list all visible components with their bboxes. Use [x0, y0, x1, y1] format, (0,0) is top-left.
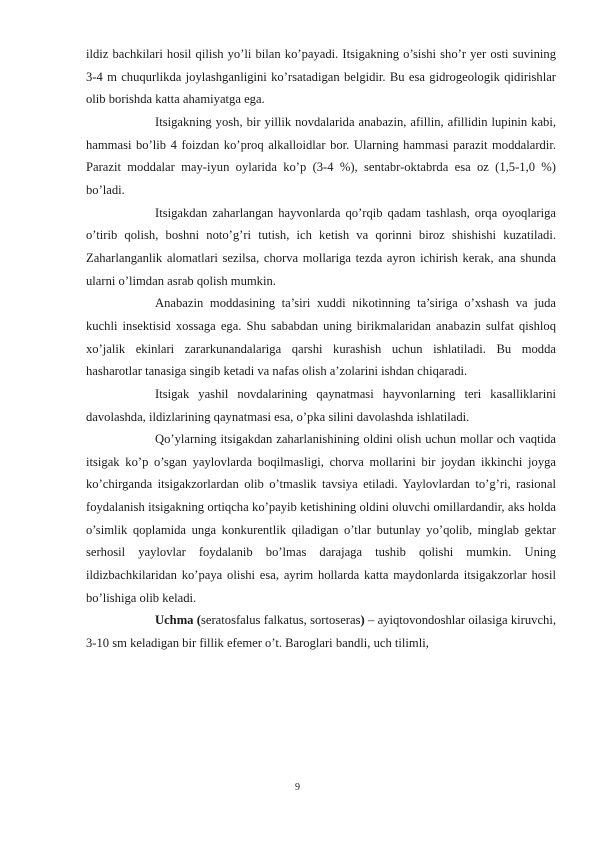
page-number: 9 — [295, 782, 300, 793]
term-definition: – ayiqtovondoshlar oilasiga kiruvchi, 3-10 sm keladigan bir fillik efemer o’t. Baroglari bandli, uch tilimli, — [86, 613, 556, 651]
term-lead: Uchma ( — [155, 613, 201, 628]
paragraph-7 — [86, 609, 556, 654]
paragraph-6: Qo’ylarning itsigakdan zaharlanishining oldini olish uchun mollar och vaqtida itsigak ko’p o’sgan yaylovlarda boqilmasligi, chorva mollarini bir joydan ikkinchi joyga ko’chirganda itsigakzorlardan olib o’tmaslik tavsiya etiladi. Yaylovlardan to’g’ri, rasional foydalanish itsigakning ortiqcha ko’payib ketishining oldini oluvchi omillardandir, aks holda o’simlik qoplamida unga konkurentlik qiladigan o’tlar butunlay yo’qolib, minglab gektar serhosil yaylovlar foydalanib bo’lmas darajaga tushib qolishi mumkin. Uning ildizbachkilaridan ko’paya olishi esa, ayrim hollarda katta maydonlarda itsigakzorlar hosil bo’lishiga olib keladi. — [86, 432, 556, 605]
paragraph-2: Itsigakning yosh, bir yillik novdalarida anabazin, afillin, afillidin lupinin kabi, hammasi bo’lib 4 foizdan ko’proq alkalloidlar bor. Ularning hammasi parazit moddalardir. Parazit moddalar may-iyun oylarida ko’p (3-4 %), sentabr-oktabrda esa oz (1,5-1,0 %) bo’ladi. — [86, 114, 556, 197]
paragraph-4: Anabazin moddasining ta’siri xuddi nikotinning ta’siriga o’xshash va juda kuchli insektisid xossaga ega. Shu sababdan uning birikmalaridan anabazin sulfat qishloq xo’jalik ekinlari zararkunandalariga qarshi kurashish uchun ishlatiladi. Bu modda hasharotlar tanasiga singib ketadi va nafas olish a’zolarini ishdan chiqaradi. — [86, 296, 556, 379]
latin-name: seratosfalus falkatus, sortoseras — [201, 613, 361, 628]
paragraph-5: Itsigak yashil novdalarining qaynatmasi hayvonlarning teri kasalliklarini davolashda, ildizlarining qaynatmasi esa, o’pka silini davolashda ishlatiladi. — [86, 386, 556, 424]
term-close: ) — [360, 613, 365, 628]
paragraph-1: ildiz bachkilari hosil qilish yo’li bilan ko’payadi. Itsigakning o’sishi sho’r yer osti suvining 3-4 m chuqurlikda joylashganligini ko’rsatadigan belgidir. Bu esa gidrogeologik qidirishlar olib borishda katta ahamiyatga ega. — [86, 47, 556, 107]
document-page — [86, 43, 556, 655]
paragraph-3: Itsigakdan zaharlangan hayvonlarda qo’rqib qadam tashlash, orqa oyoqlariga o’tirib qolish, boshni noto’g’ri tutish, ich ketish va qorinni biroz shishishi kuzatiladi. Zaharlanganlik alomatlari sezilsa, chorva mollariga tezda ayron ichirish kerak, ana shunda ularni o’limdan asrab qolish mumkin. — [86, 205, 556, 288]
